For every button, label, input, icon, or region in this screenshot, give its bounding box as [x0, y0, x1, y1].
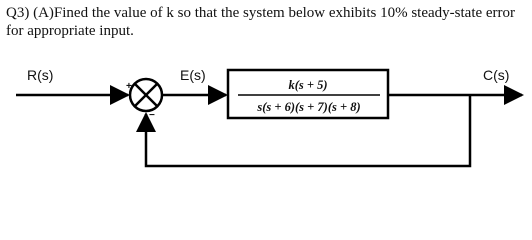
question-text: Q3) (A)Fined the value of k so that the system below exhibits 10% steady-state error for appropriate input. — [6, 5, 516, 39]
output-label: C(s) — [483, 67, 510, 83]
plant-block — [228, 70, 388, 118]
plus-sign: + — [126, 81, 132, 92]
minus-sign: − — [149, 110, 155, 121]
transfer-denominator: s(s + 6)(s + 7)(s + 8) — [257, 100, 361, 114]
summing-junction — [126, 79, 162, 121]
error-label: E(s) — [180, 67, 206, 83]
input-label: R(s) — [27, 67, 54, 83]
transfer-numerator: k(s + 5) — [288, 78, 328, 92]
